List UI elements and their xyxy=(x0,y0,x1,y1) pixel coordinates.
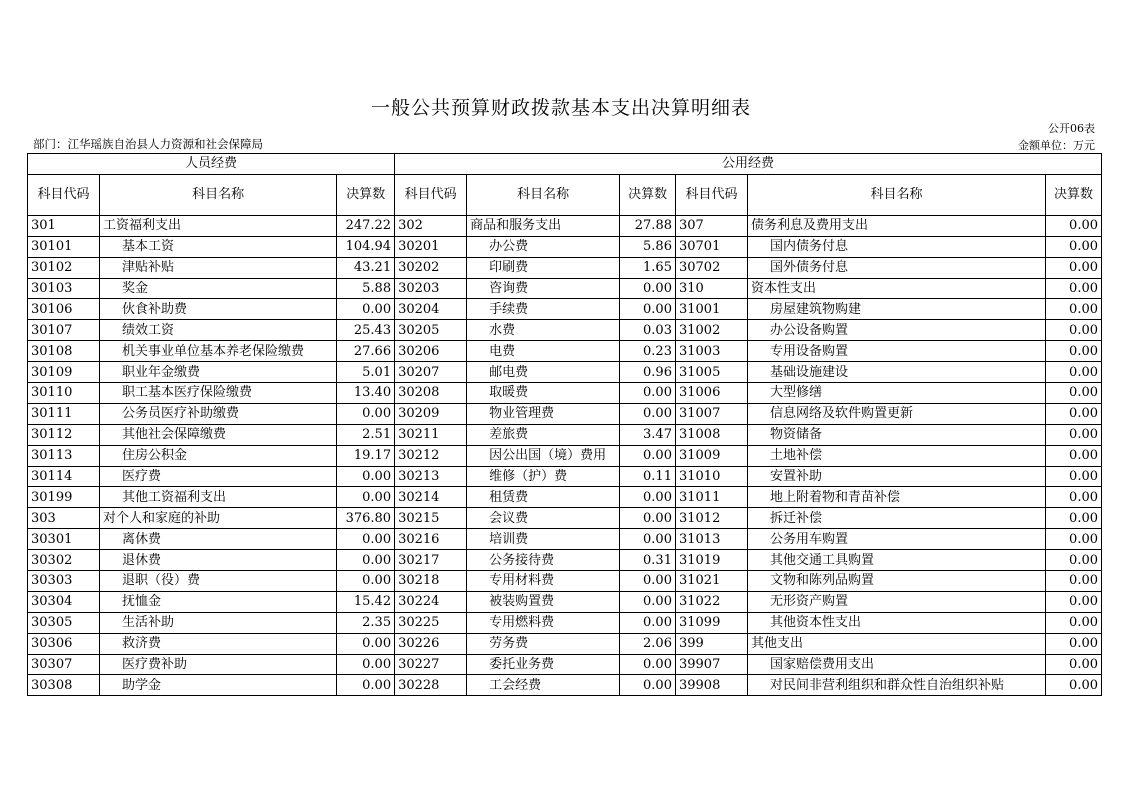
cell-code: 30202 xyxy=(395,257,467,278)
cell-name: 办公设备购置 xyxy=(747,320,1045,341)
cell-name: 公务接待费 xyxy=(467,550,620,571)
cell-name: 物资储备 xyxy=(747,424,1045,445)
cell-amount: 0.00 xyxy=(1046,591,1102,612)
cell-amount: 247.22 xyxy=(337,215,395,236)
department-label: 部门：江华瑶族自治县人力资源和社会保障局 xyxy=(33,137,263,151)
cell-amount: 27.88 xyxy=(620,215,676,236)
cell-code: 30108 xyxy=(28,341,100,362)
page-title: 一般公共预算财政拨款基本支出决算明细表 xyxy=(370,97,751,119)
cell-name: 文物和陈列品购置 xyxy=(747,571,1045,592)
cell-name: 租赁费 xyxy=(467,487,620,508)
cell-code: 30302 xyxy=(28,550,100,571)
cell-code: 39907 xyxy=(675,654,747,675)
cell-amount: 15.42 xyxy=(337,591,395,612)
table-row xyxy=(28,215,1102,236)
table-row xyxy=(28,403,1102,424)
cell-code: 30212 xyxy=(395,445,467,466)
cell-amount: 0.00 xyxy=(337,654,395,675)
cell-amount: 0.00 xyxy=(337,571,395,592)
cell-amount: 0.96 xyxy=(620,362,676,383)
cell-code: 31007 xyxy=(675,403,747,424)
table-row xyxy=(28,362,1102,383)
table-row xyxy=(28,550,1102,571)
cell-code: 30207 xyxy=(395,362,467,383)
cell-code: 303 xyxy=(28,508,100,529)
cell-code: 30228 xyxy=(395,675,467,696)
cell-name: 邮电费 xyxy=(467,362,620,383)
table-row xyxy=(28,320,1102,341)
cell-amount: 0.00 xyxy=(1046,383,1102,404)
cell-code: 30217 xyxy=(395,550,467,571)
table-row xyxy=(28,257,1102,278)
cell-amount: 0.00 xyxy=(1046,403,1102,424)
cell-code: 30303 xyxy=(28,571,100,592)
cell-code: 30225 xyxy=(395,612,467,633)
cell-name: 工会经费 xyxy=(467,675,620,696)
cell-amount: 0.00 xyxy=(1046,299,1102,320)
cell-amount: 19.17 xyxy=(337,445,395,466)
cell-code: 30307 xyxy=(28,654,100,675)
cell-amount: 0.00 xyxy=(337,633,395,654)
cell-code: 399 xyxy=(675,633,747,654)
cell-code: 31003 xyxy=(675,341,747,362)
form-number: 公开06表 xyxy=(1048,122,1095,135)
cell-name: 专用材料费 xyxy=(467,571,620,592)
cell-name: 培训费 xyxy=(467,529,620,550)
cell-code: 30227 xyxy=(395,654,467,675)
cell-amount: 2.06 xyxy=(620,633,676,654)
col-header-code: 科目代码 xyxy=(395,174,467,215)
cell-name: 奖金 xyxy=(100,278,337,299)
cell-name: 生活补助 xyxy=(100,612,337,633)
cell-amount: 0.00 xyxy=(1046,633,1102,654)
cell-name: 其他资本性支出 xyxy=(747,612,1045,633)
cell-name: 安置补助 xyxy=(747,466,1045,487)
cell-code: 39908 xyxy=(675,675,747,696)
cell-amount: 0.00 xyxy=(1046,445,1102,466)
table-row xyxy=(28,278,1102,299)
cell-code: 31022 xyxy=(675,591,747,612)
cell-amount: 0.00 xyxy=(620,383,676,404)
cell-code: 30109 xyxy=(28,362,100,383)
cell-code: 30213 xyxy=(395,466,467,487)
cell-name: 职工基本医疗保险缴费 xyxy=(100,383,337,404)
cell-code: 30304 xyxy=(28,591,100,612)
cell-name: 专用设备购置 xyxy=(747,341,1045,362)
table-row xyxy=(28,466,1102,487)
cell-amount: 13.40 xyxy=(337,383,395,404)
table-row xyxy=(28,633,1102,654)
table-row xyxy=(28,341,1102,362)
cell-name: 资本性支出 xyxy=(747,278,1045,299)
cell-name: 手续费 xyxy=(467,299,620,320)
cell-amount: 0.00 xyxy=(337,403,395,424)
cell-name: 地上附着物和青苗补偿 xyxy=(747,487,1045,508)
table-row xyxy=(28,529,1102,550)
cell-name: 工资福利支出 xyxy=(100,215,337,236)
cell-name: 其他支出 xyxy=(747,633,1045,654)
cell-name: 无形资产购置 xyxy=(747,591,1045,612)
cell-code: 30111 xyxy=(28,403,100,424)
group-header-personnel: 人员经费 xyxy=(28,154,395,175)
table-row xyxy=(28,612,1102,633)
table-row xyxy=(28,236,1102,257)
cell-code: 30306 xyxy=(28,633,100,654)
cell-code: 30107 xyxy=(28,320,100,341)
amount-unit-label: 金额单位：万元 xyxy=(1018,139,1095,152)
cell-amount: 0.00 xyxy=(1046,215,1102,236)
cell-code: 31008 xyxy=(675,424,747,445)
cell-name: 伙食补助费 xyxy=(100,299,337,320)
cell-code: 31012 xyxy=(675,508,747,529)
cell-name: 信息网络及软件购置更新 xyxy=(747,403,1045,424)
cell-amount: 0.00 xyxy=(1046,550,1102,571)
cell-name: 水费 xyxy=(467,320,620,341)
table-row xyxy=(28,675,1102,696)
cell-name: 债务利息及费用支出 xyxy=(747,215,1045,236)
cell-code: 31099 xyxy=(675,612,747,633)
cell-code: 31021 xyxy=(675,571,747,592)
cell-code: 30301 xyxy=(28,529,100,550)
cell-amount: 0.00 xyxy=(337,299,395,320)
cell-amount: 376.80 xyxy=(337,508,395,529)
cell-name: 取暖费 xyxy=(467,383,620,404)
cell-name: 咨询费 xyxy=(467,278,620,299)
cell-name: 医疗费 xyxy=(100,466,337,487)
cell-amount: 2.35 xyxy=(337,612,395,633)
cell-code: 30199 xyxy=(28,487,100,508)
cell-code: 30214 xyxy=(395,487,467,508)
cell-code: 30103 xyxy=(28,278,100,299)
cell-code: 31011 xyxy=(675,487,747,508)
cell-name: 绩效工资 xyxy=(100,320,337,341)
col-header-name: 科目名称 xyxy=(100,174,337,215)
cell-name: 国外债务付息 xyxy=(747,257,1045,278)
col-header-name: 科目名称 xyxy=(747,174,1045,215)
cell-name: 机关事业单位基本养老保险缴费 xyxy=(100,341,337,362)
table-row xyxy=(28,654,1102,675)
cell-code: 30204 xyxy=(395,299,467,320)
cell-code: 30211 xyxy=(395,424,467,445)
cell-name: 退休费 xyxy=(100,550,337,571)
cell-code: 31005 xyxy=(675,362,747,383)
cell-amount: 0.00 xyxy=(1046,487,1102,508)
cell-amount: 0.00 xyxy=(620,612,676,633)
cell-name: 退职（役）费 xyxy=(100,571,337,592)
cell-amount: 0.31 xyxy=(620,550,676,571)
cell-code: 30701 xyxy=(675,236,747,257)
cell-amount: 0.00 xyxy=(1046,675,1102,696)
cell-amount: 0.00 xyxy=(620,487,676,508)
cell-name: 住房公积金 xyxy=(100,445,337,466)
cell-amount: 0.11 xyxy=(620,466,676,487)
cell-code: 30208 xyxy=(395,383,467,404)
col-header-amount: 决算数 xyxy=(337,174,395,215)
cell-amount: 5.86 xyxy=(620,236,676,257)
cell-amount: 0.03 xyxy=(620,320,676,341)
cell-amount: 3.47 xyxy=(620,424,676,445)
cell-name: 土地补偿 xyxy=(747,445,1045,466)
col-header-code: 科目代码 xyxy=(28,174,100,215)
cell-amount: 0.00 xyxy=(620,278,676,299)
cell-name: 办公费 xyxy=(467,236,620,257)
cell-code: 31002 xyxy=(675,320,747,341)
cell-name: 专用燃料费 xyxy=(467,612,620,633)
cell-amount: 0.00 xyxy=(620,571,676,592)
cell-name: 离休费 xyxy=(100,529,337,550)
cell-code: 30308 xyxy=(28,675,100,696)
cell-code: 30205 xyxy=(395,320,467,341)
cell-code: 30201 xyxy=(395,236,467,257)
cell-amount: 0.00 xyxy=(620,591,676,612)
cell-amount: 0.00 xyxy=(1046,466,1102,487)
col-header-amount: 决算数 xyxy=(620,174,676,215)
cell-amount: 0.00 xyxy=(1046,508,1102,529)
cell-amount: 0.00 xyxy=(1046,278,1102,299)
table-row xyxy=(28,508,1102,529)
cell-name: 公务员医疗补助缴费 xyxy=(100,403,337,424)
cell-amount: 0.00 xyxy=(620,675,676,696)
table-row xyxy=(28,424,1102,445)
cell-code: 30203 xyxy=(395,278,467,299)
cell-amount: 5.01 xyxy=(337,362,395,383)
cell-name: 房屋建筑物购建 xyxy=(747,299,1045,320)
cell-amount: 104.94 xyxy=(337,236,395,257)
cell-name: 差旅费 xyxy=(467,424,620,445)
cell-amount: 43.21 xyxy=(337,257,395,278)
cell-code: 301 xyxy=(28,215,100,236)
cell-code: 30206 xyxy=(395,341,467,362)
cell-code: 30224 xyxy=(395,591,467,612)
cell-code: 30114 xyxy=(28,466,100,487)
table-row xyxy=(28,299,1102,320)
cell-amount: 0.00 xyxy=(620,299,676,320)
cell-amount: 25.43 xyxy=(337,320,395,341)
cell-code: 30305 xyxy=(28,612,100,633)
cell-name: 印刷费 xyxy=(467,257,620,278)
cell-code: 31001 xyxy=(675,299,747,320)
cell-code: 31009 xyxy=(675,445,747,466)
table-row xyxy=(28,591,1102,612)
cell-amount: 1.65 xyxy=(620,257,676,278)
cell-code: 30112 xyxy=(28,424,100,445)
cell-code: 30226 xyxy=(395,633,467,654)
cell-code: 30106 xyxy=(28,299,100,320)
cell-amount: 0.00 xyxy=(1046,654,1102,675)
cell-name: 会议费 xyxy=(467,508,620,529)
cell-name: 国内债务付息 xyxy=(747,236,1045,257)
cell-amount: 0.00 xyxy=(337,487,395,508)
cell-amount: 0.00 xyxy=(620,654,676,675)
cell-code: 31006 xyxy=(675,383,747,404)
cell-name: 医疗费补助 xyxy=(100,654,337,675)
cell-name: 其他社会保障缴费 xyxy=(100,424,337,445)
cell-amount: 0.00 xyxy=(1046,236,1102,257)
cell-name: 委托业务费 xyxy=(467,654,620,675)
cell-name: 基本工资 xyxy=(100,236,337,257)
cell-amount: 0.00 xyxy=(1046,529,1102,550)
cell-code: 30702 xyxy=(675,257,747,278)
cell-amount: 0.00 xyxy=(1046,424,1102,445)
cell-code: 30209 xyxy=(395,403,467,424)
table-row xyxy=(28,487,1102,508)
cell-amount: 0.00 xyxy=(1046,257,1102,278)
cell-amount: 0.00 xyxy=(337,550,395,571)
cell-code: 30215 xyxy=(395,508,467,529)
cell-name: 对民间非营利组织和群众性自治组织补贴 xyxy=(747,675,1045,696)
cell-code: 31013 xyxy=(675,529,747,550)
col-header-code: 科目代码 xyxy=(675,174,747,215)
cell-name: 津贴补贴 xyxy=(100,257,337,278)
group-header-public: 公用经费 xyxy=(395,154,1102,175)
cell-amount: 0.00 xyxy=(620,529,676,550)
cell-code: 30218 xyxy=(395,571,467,592)
cell-amount: 0.00 xyxy=(337,675,395,696)
cell-name: 救济费 xyxy=(100,633,337,654)
table-row xyxy=(28,383,1102,404)
cell-name: 拆迁补偿 xyxy=(747,508,1045,529)
cell-name: 商品和服务支出 xyxy=(467,215,620,236)
cell-name: 公务用车购置 xyxy=(747,529,1045,550)
cell-name: 劳务费 xyxy=(467,633,620,654)
table-row xyxy=(28,571,1102,592)
cell-amount: 0.00 xyxy=(1046,341,1102,362)
cell-amount: 0.23 xyxy=(620,341,676,362)
cell-name: 电费 xyxy=(467,341,620,362)
cell-amount: 0.00 xyxy=(1046,320,1102,341)
cell-amount: 0.00 xyxy=(620,445,676,466)
cell-amount: 5.88 xyxy=(337,278,395,299)
cell-name: 职业年金缴费 xyxy=(100,362,337,383)
cell-name: 因公出国（境）费用 xyxy=(467,445,620,466)
cell-amount: 27.66 xyxy=(337,341,395,362)
cell-name: 抚恤金 xyxy=(100,591,337,612)
cell-amount: 0.00 xyxy=(1046,612,1102,633)
cell-amount: 0.00 xyxy=(620,403,676,424)
cell-name: 维修（护）费 xyxy=(467,466,620,487)
cell-name: 被装购置费 xyxy=(467,591,620,612)
cell-code: 30110 xyxy=(28,383,100,404)
cell-code: 30101 xyxy=(28,236,100,257)
cell-name: 大型修缮 xyxy=(747,383,1045,404)
cell-name: 基础设施建设 xyxy=(747,362,1045,383)
cell-code: 30102 xyxy=(28,257,100,278)
cell-amount: 0.00 xyxy=(620,508,676,529)
cell-code: 30113 xyxy=(28,445,100,466)
cell-amount: 0.00 xyxy=(1046,571,1102,592)
cell-amount: 2.51 xyxy=(337,424,395,445)
cell-amount: 0.00 xyxy=(1046,362,1102,383)
cell-name: 其他交通工具购置 xyxy=(747,550,1045,571)
cell-name: 对个人和家庭的补助 xyxy=(100,508,337,529)
col-header-amount: 决算数 xyxy=(1046,174,1102,215)
cell-amount: 0.00 xyxy=(337,529,395,550)
cell-code: 30216 xyxy=(395,529,467,550)
cell-code: 31010 xyxy=(675,466,747,487)
cell-code: 31019 xyxy=(675,550,747,571)
cell-code: 307 xyxy=(675,215,747,236)
cell-amount: 0.00 xyxy=(337,466,395,487)
cell-code: 302 xyxy=(395,215,467,236)
cell-name: 物业管理费 xyxy=(467,403,620,424)
table-row xyxy=(28,445,1102,466)
cell-code: 310 xyxy=(675,278,747,299)
expenditure-table xyxy=(27,153,1102,696)
cell-name: 其他工资福利支出 xyxy=(100,487,337,508)
col-header-name: 科目名称 xyxy=(467,174,620,215)
cell-name: 国家赔偿费用支出 xyxy=(747,654,1045,675)
cell-name: 助学金 xyxy=(100,675,337,696)
